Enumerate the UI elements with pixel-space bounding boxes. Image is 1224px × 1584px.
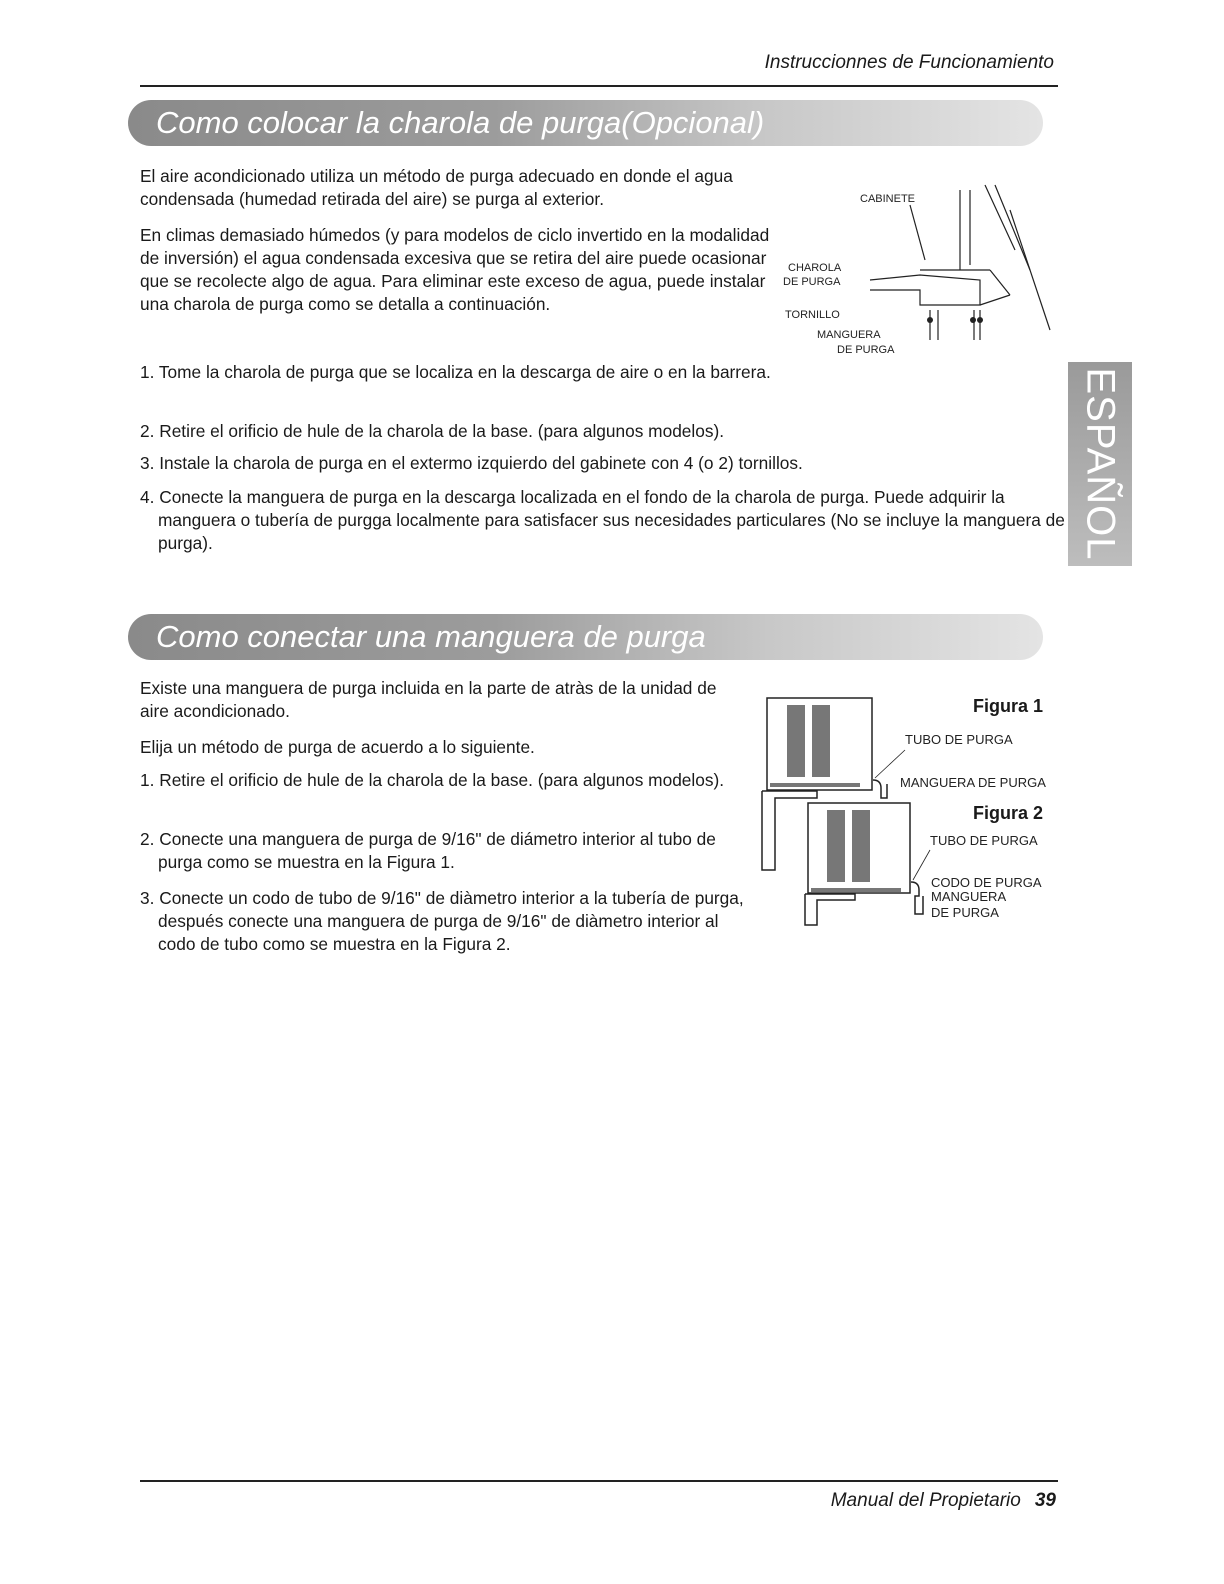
label-tubo-de-purga: TUBO DE PURGA <box>905 732 1013 747</box>
list-item: 1. Retire el orificio de hule de la charola de la base. (para algunos modelos). <box>140 770 725 790</box>
drain-hose-figures <box>745 670 1060 930</box>
paragraph: Existe una manguera de purga incluida en la parte de atràs de la unidad de aire acondicionado. <box>140 678 717 721</box>
label-de-purga: DE PURGA <box>783 276 841 288</box>
list-item: 1. Tome la charola de purga que se localiza en la descarga de aire o en la barrera. <box>140 362 771 382</box>
language-tab <box>1068 362 1132 566</box>
label-tornillo: TORNILLO <box>785 309 840 321</box>
list-item: 3. Conecte un codo de tubo de 9/16" de diàmetro interior a la tubería de purga, después conecte una manguera de purga de 9/16" de diàmetro interior al codo de tubo como se muestra en la Figura 2. <box>140 888 744 954</box>
label-tubo-de-purga: TUBO DE PURGA <box>930 833 1038 848</box>
running-header: Instruccionnes de Funcionamiento <box>764 52 1054 73</box>
label-cabinete: CABINETE <box>860 193 916 205</box>
list-item: 2. Conecte una manguera de purga de 9/16" de diámetro interior al tubo de purga como se muestra en la Figura 1. <box>140 829 716 872</box>
paragraph: Elija un método de purga de acuerdo a lo siguiente. <box>140 737 535 757</box>
figure-1-title: Figura 1 <box>973 696 1044 716</box>
language-tab-label: ESPAÑOL <box>1078 367 1123 561</box>
paragraph: El aire acondicionado utiliza un método de purga adecuado en donde el agua condensada (humedad retirada del aire) se purga al exterior. <box>140 166 733 209</box>
list-item: 4. Conecte la manguera de purga en la descarga localizada en el fondo de la charola de purga. Puede adquirir la manguera o tubería de purgga localmente para satisfacer sus necesidades particulares (No se incluye la manguera de purga). <box>140 487 1065 553</box>
section-title-drain-hose: Como conectar una manguera de purga <box>128 614 1043 660</box>
label-codo-de-purga: CODO DE PURGA <box>931 875 1042 890</box>
footer <box>831 1490 1056 1512</box>
label-manguera: MANGUERA <box>817 329 881 341</box>
list-item: 3. Instale la charola de purga en el extermo izquierdo del gabinete con 4 (o 2) tornillos. <box>140 453 803 473</box>
label-manguera-de-purga: MANGUERA DE PURGA <box>900 775 1046 790</box>
paragraph: En climas demasiado húmedos (y para modelos de ciclo invertido en la modalidad de inversión) el agua condensada excesiva que se retira del aire puede ocasionar que se recolecte algo de agua. Para eliminar este exceso de agua, puede instalar una charola de purga como se detalla a continuación. <box>140 225 770 314</box>
figure-2-title: Figura 2 <box>973 803 1044 823</box>
label-manguera-de-purga: DE PURGA <box>837 344 895 356</box>
header-rule <box>140 85 1058 87</box>
page-number: 39 <box>1034 1490 1056 1511</box>
list-item: 2. Retire el orificio de hule de la charola de la base. (para algunos modelos). <box>140 421 725 441</box>
label-de-purga: DE PURGA <box>931 905 999 920</box>
label-charola: CHAROLA <box>788 262 842 274</box>
label-manguera: MANGUERA <box>931 889 1007 904</box>
section-title-drain-pan: Como colocar la charola de purga(Opcional) <box>128 100 1043 146</box>
footer-rule <box>140 1480 1058 1482</box>
footer-title: Manual del Propietario <box>830 1490 1021 1511</box>
drain-pan-diagram <box>780 180 1060 365</box>
